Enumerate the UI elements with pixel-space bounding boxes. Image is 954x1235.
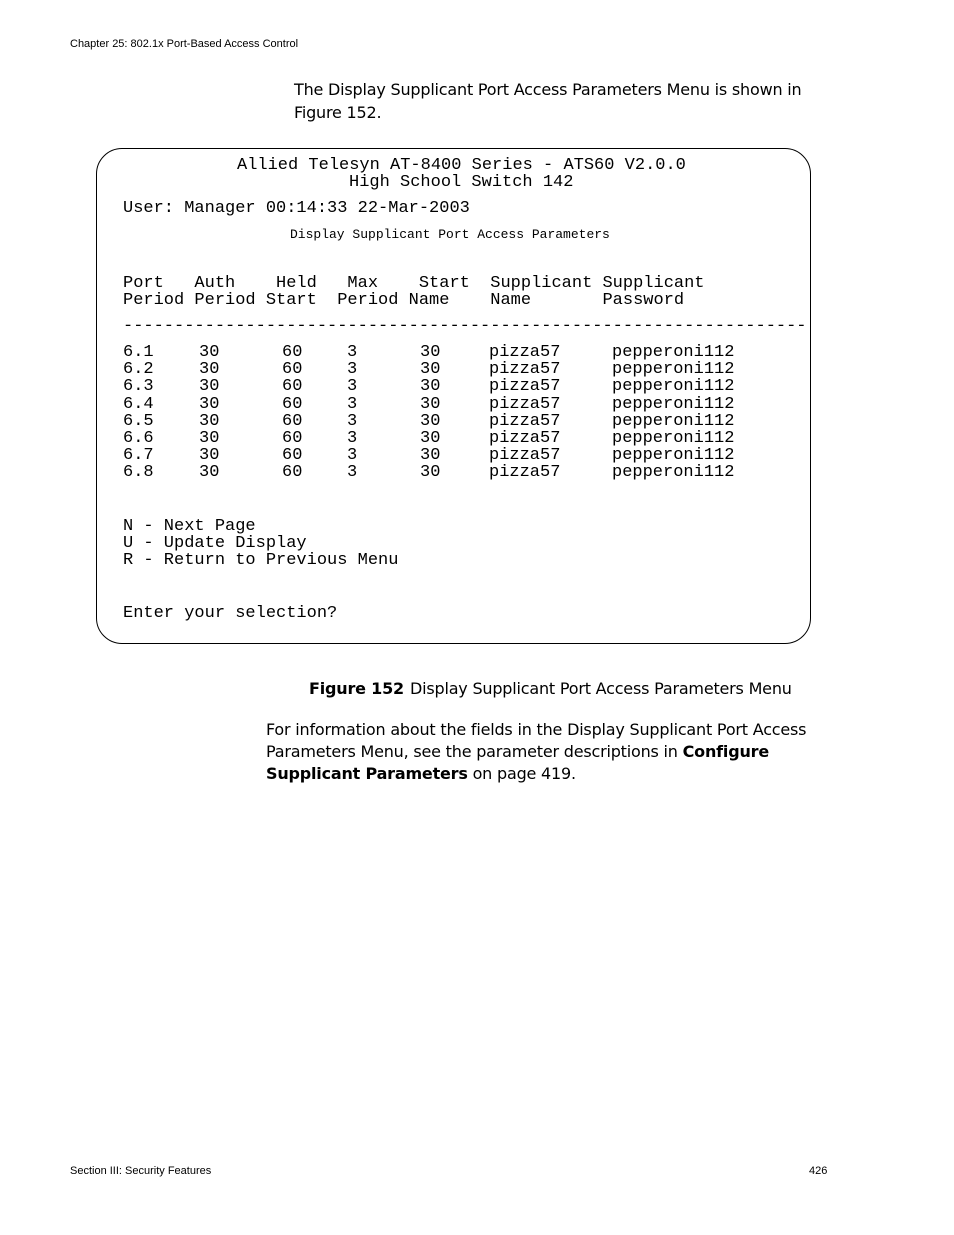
cell-held: 60 (282, 394, 303, 414)
cell-max: 3 (347, 446, 358, 466)
body-paragraph (266, 719, 826, 785)
cell-port: 6.2 (123, 360, 154, 380)
cell-held: 60 (282, 463, 303, 483)
cell-held: 60 (282, 377, 303, 397)
option-return-menu: R - Return to Previous Menu (123, 551, 399, 570)
table-header-line-1: Port Auth Held Max Start Supplicant Supplicant (123, 274, 705, 293)
cell-auth: 30 (199, 411, 220, 431)
cell-max: 3 (347, 343, 358, 362)
cell-password: pepperoni112 (612, 411, 735, 431)
cell-auth: 30 (199, 394, 220, 414)
page-number: 426 (809, 1165, 828, 1177)
cell-start: 30 (420, 360, 441, 380)
terminal-title-2: High School Switch 142 (349, 173, 574, 192)
selection-prompt: Enter your selection? (123, 604, 338, 623)
cross-reference: Configure Supplicant Parameters (266, 742, 769, 783)
cell-name: pizza57 (489, 463, 561, 483)
cell-port: 6.1 (123, 343, 154, 362)
body-text-after: on page 419. (467, 764, 576, 783)
cell-port: 6.6 (123, 429, 154, 448)
cell-password: pepperoni112 (612, 446, 735, 466)
figure-caption (309, 678, 792, 700)
cell-start: 30 (420, 463, 441, 483)
cell-port: 6.7 (123, 446, 154, 466)
cell-name: pizza57 (489, 377, 561, 397)
footer-section: Section III: Security Features (70, 1165, 212, 1177)
cell-password: pepperoni112 (612, 463, 735, 483)
figure-label: Figure 152 (309, 679, 404, 698)
cell-auth: 30 (199, 377, 220, 397)
terminal-user-line: User: Manager 00:14:33 22-Mar-2003 (123, 199, 470, 218)
cell-auth: 30 (199, 429, 220, 448)
terminal-menu-title: Display Supplicant Port Access Parameters (290, 227, 610, 242)
cell-held: 60 (282, 446, 303, 466)
cell-port: 6.8 (123, 463, 154, 483)
cell-port: 6.5 (123, 411, 154, 431)
intro-paragraph (294, 78, 814, 124)
cell-max: 3 (347, 411, 358, 431)
cell-start: 30 (420, 394, 441, 414)
cell-name: pizza57 (489, 360, 561, 380)
cell-password: pepperoni112 (612, 429, 735, 448)
cell-name: pizza57 (489, 446, 561, 466)
cell-password: pepperoni112 (612, 343, 735, 362)
table-separator: ------------------------------------------------------------------- (123, 317, 807, 336)
cell-password: pepperoni112 (612, 394, 735, 414)
intro-line-1: The Display Supplicant Port Access Parameters Menu is shown in (294, 80, 802, 99)
figure-title: Display Supplicant Port Access Parameters Menu (409, 679, 792, 698)
cell-auth: 30 (199, 343, 220, 362)
cell-auth: 30 (199, 360, 220, 380)
cell-auth: 30 (199, 463, 220, 483)
cell-held: 60 (282, 360, 303, 380)
cell-port: 6.3 (123, 377, 154, 397)
cell-name: pizza57 (489, 394, 561, 414)
cell-start: 30 (420, 429, 441, 448)
cell-held: 60 (282, 343, 303, 362)
cell-start: 30 (420, 411, 441, 431)
cell-auth: 30 (199, 446, 220, 466)
option-update-display: U - Update Display (123, 534, 307, 553)
cell-max: 3 (347, 360, 358, 380)
cell-name: pizza57 (489, 411, 561, 431)
table-header-line-2: Period Period Start Period Name Name Password (123, 291, 685, 310)
cell-name: pizza57 (489, 343, 561, 362)
cell-port: 6.4 (123, 394, 154, 414)
cell-max: 3 (347, 394, 358, 414)
cell-start: 30 (420, 377, 441, 397)
cell-name: pizza57 (489, 429, 561, 448)
intro-line-2: Figure 152. (294, 103, 382, 122)
cell-held: 60 (282, 411, 303, 431)
option-next-page: N - Next Page (123, 517, 256, 536)
cell-held: 60 (282, 429, 303, 448)
terminal-title-1: Allied Telesyn AT-8400 Series - ATS60 V2.0.0 (237, 156, 686, 175)
cell-max: 3 (347, 377, 358, 397)
cell-start: 30 (420, 446, 441, 466)
cell-max: 3 (347, 463, 358, 483)
body-text-before: For information about the fields in the Display Supplicant Port Access Parameters Menu, see the parameter descriptions in (266, 720, 807, 761)
cell-max: 3 (347, 429, 358, 448)
cell-start: 30 (420, 343, 441, 362)
cell-password: pepperoni112 (612, 360, 735, 380)
running-header: Chapter 25: 802.1x Port-Based Access Control (70, 38, 299, 50)
cell-password: pepperoni112 (612, 377, 735, 397)
